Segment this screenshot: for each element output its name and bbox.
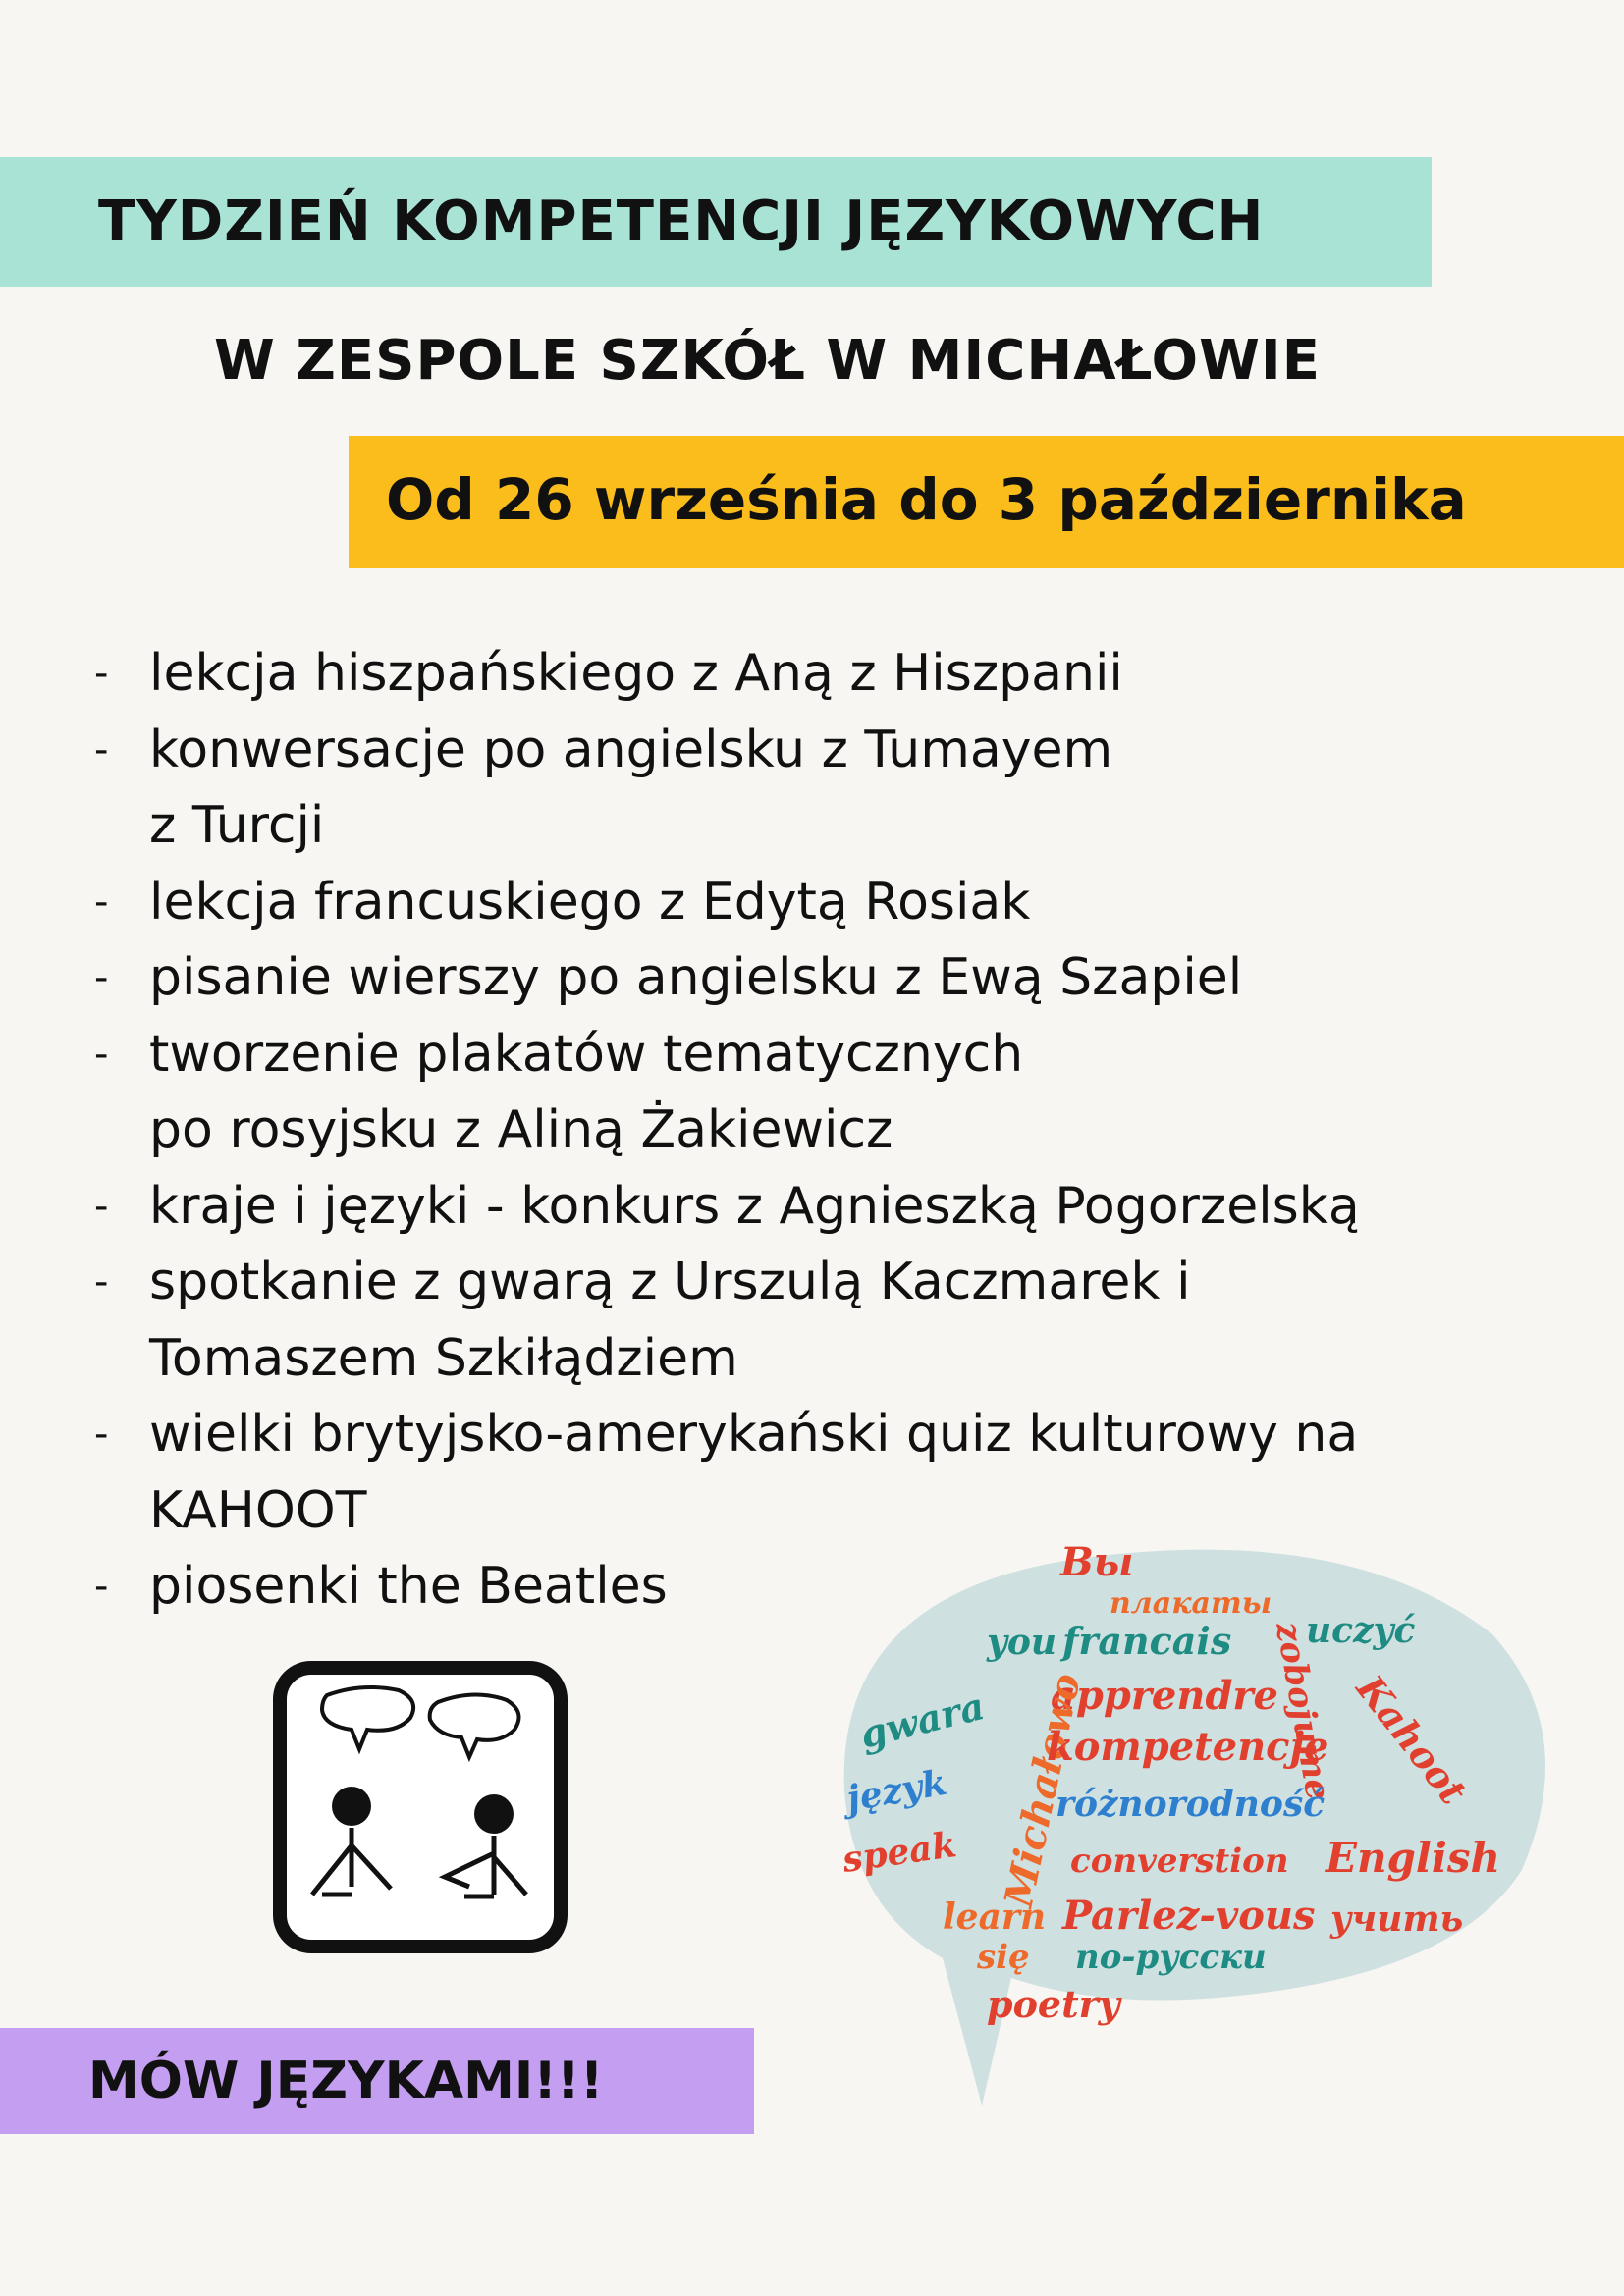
- event-dates: Od 26 września do 3 października: [386, 466, 1467, 533]
- activity-item: [94, 1017, 1547, 1169]
- word-jezyk: język: [843, 1761, 950, 1820]
- list-dash: -: [94, 1031, 109, 1077]
- list-dash: -: [94, 1259, 109, 1305]
- activity-text: [149, 1549, 668, 1626]
- activity-text: [149, 1017, 1023, 1169]
- activity-item: [94, 636, 1547, 713]
- word-zobojme: zobojume: [1268, 1619, 1338, 1803]
- word-plakaty: плакаты: [1110, 1586, 1272, 1621]
- list-dash: -: [94, 726, 109, 773]
- activity-text: [149, 713, 1112, 865]
- activity-item: [94, 713, 1547, 865]
- list-dash: -: [94, 1412, 109, 1457]
- word-english: English: [1326, 1834, 1501, 1882]
- activity-line: z Turcji: [149, 796, 325, 855]
- activity-item: [94, 865, 1547, 941]
- page-subtitle: W ZESPOLE SZKÓŁ W MICHAŁOWIE: [214, 329, 1321, 393]
- word-conversation: converstion: [1070, 1842, 1289, 1881]
- word-gwara: gwara: [855, 1682, 989, 1757]
- list-dash: -: [94, 651, 109, 696]
- activity-line: kraje i języki - konkurs z Agnieszką Pogorzelską: [149, 1176, 1360, 1236]
- activity-text: [149, 1169, 1360, 1246]
- activity-item: [94, 1169, 1547, 1246]
- activity-line: KAHOOT: [149, 1480, 367, 1540]
- page-title: TYDZIEŃ KOMPETENCJI JĘZYKOWYCH: [98, 189, 1265, 253]
- word-francais: francais: [1062, 1619, 1232, 1663]
- activity-item: [94, 1245, 1547, 1397]
- activity-line: lekcja hiszpańskiego z Aną z Hiszpanii: [149, 644, 1123, 703]
- word-kompetencje: kompetencje: [1047, 1724, 1329, 1770]
- list-dash: -: [94, 1183, 109, 1229]
- activity-line: Tomaszem Szkiłądziem: [149, 1328, 738, 1388]
- word-poetry: poetry: [987, 1982, 1120, 2026]
- word-learn: learn: [943, 1896, 1047, 1938]
- word-uchit: учить: [1330, 1898, 1464, 1940]
- word-parlez: Parlez-vous: [1062, 1893, 1316, 1939]
- activity-line: spotkanie z gwarą z Urszulą Kaczmarek i: [149, 1253, 1191, 1311]
- word-kahoot: Kahoot: [1347, 1666, 1476, 1813]
- activity-text: [149, 1245, 1191, 1397]
- activity-line: konwersacje po angielsku z Tumayem: [149, 720, 1113, 779]
- word-speak: speak: [839, 1824, 959, 1881]
- activity-text: [149, 865, 1030, 941]
- list-dash: -: [94, 879, 109, 925]
- activity-line: pisanie wierszy po angielsku z Ewą Szapiel: [149, 948, 1243, 1007]
- activity-line: tworzenie plakatów tematycznych: [149, 1024, 1024, 1084]
- activity-text: [149, 636, 1123, 713]
- list-dash: -: [94, 955, 109, 1000]
- word-sie: się: [977, 1938, 1030, 1977]
- activity-line: wielki brytyjsko-amerykański quiz kulturowy na: [149, 1405, 1359, 1464]
- word-vy: Вы: [1060, 1539, 1134, 1585]
- word-roznorodnosc: różnorodność: [1056, 1784, 1326, 1825]
- activity-line: piosenki the Beatles: [149, 1557, 668, 1616]
- word-po-russki: по-русски: [1075, 1938, 1267, 1977]
- activity-line: lekcja francuskiego z Edytą Rosiak: [149, 872, 1031, 932]
- conversation-icon: [273, 1661, 568, 1953]
- word-apprendre: apprendre: [1051, 1673, 1278, 1719]
- activity-text: [149, 940, 1242, 1017]
- word-you: you: [987, 1622, 1057, 1663]
- word-uczyc: uczyć: [1306, 1610, 1416, 1651]
- activity-item: [94, 940, 1547, 1017]
- activities-list: [94, 636, 1547, 1626]
- list-dash: -: [94, 1564, 109, 1609]
- word-michalowo: Michałowo: [995, 1669, 1091, 1912]
- language-word-cloud: [805, 1517, 1581, 2106]
- footer-slogan: MÓW JĘZYKAMI!!!: [88, 2052, 604, 2110]
- activity-line: po rosyjsku z Aliną Żakiewicz: [149, 1100, 893, 1159]
